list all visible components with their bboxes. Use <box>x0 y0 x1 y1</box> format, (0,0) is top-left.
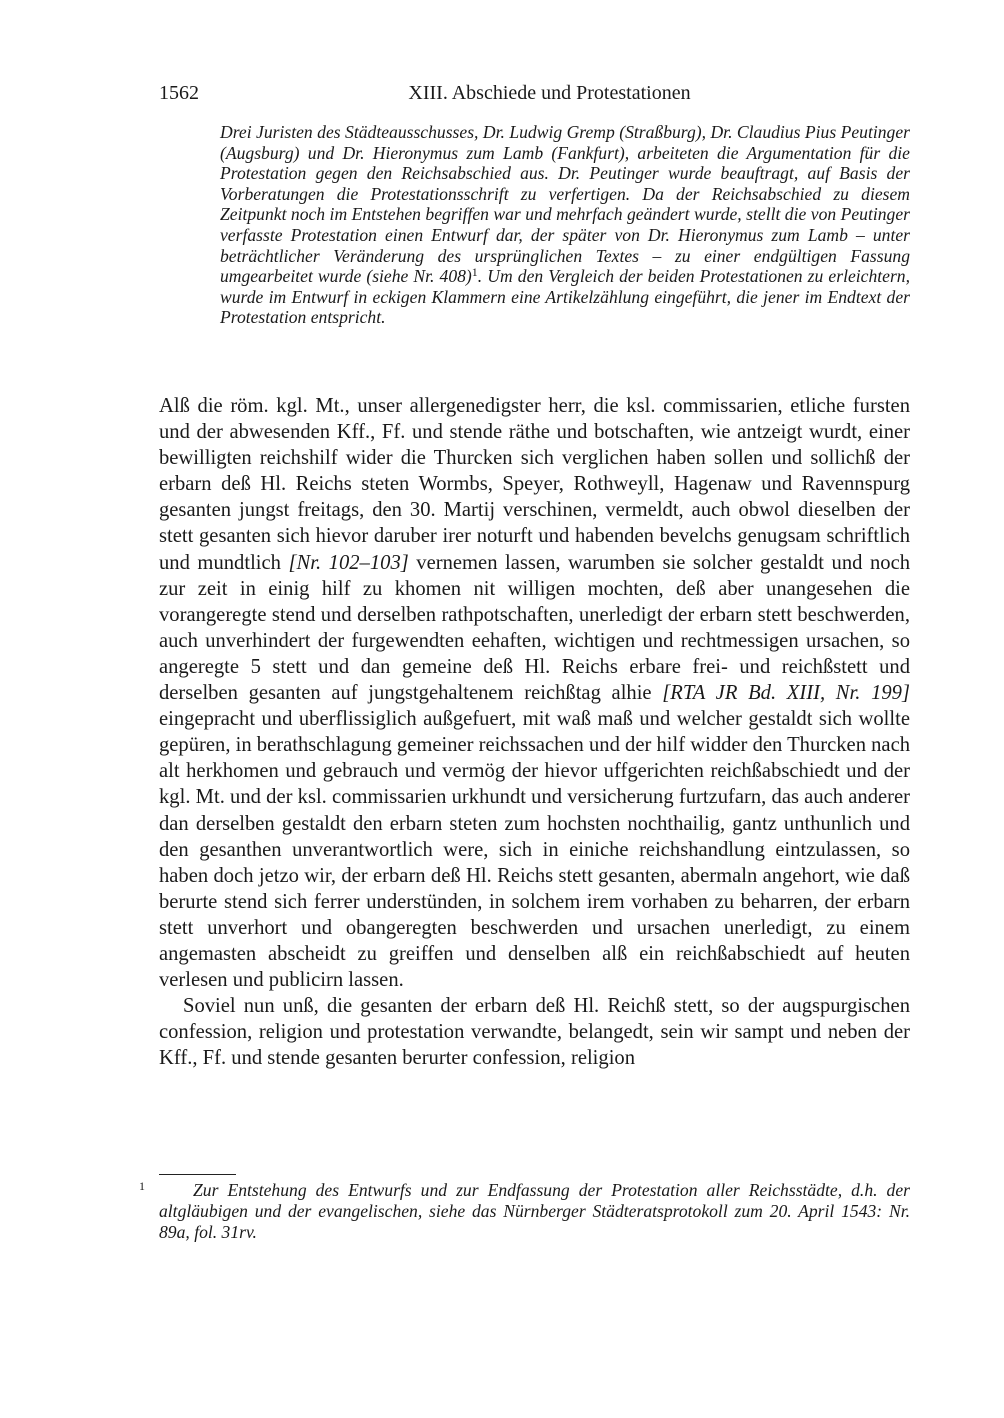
footnote-reference[interactable]: 1 <box>471 265 478 280</box>
cross-reference: [RTA JR Bd. XIII, Nr. 199] <box>662 682 910 705</box>
body-paragraph: Soviel nun unß, die gesanten der erbarn deß Hl. Reichß stett, so der augspurgischen confession, religion und protestation verwandte, belangedt, sein wir sampt und neben der Kff., Ff. und stende gesanten berurter confession, religion <box>159 995 910 1070</box>
cross-reference: [Nr. 102–103] <box>288 551 409 574</box>
page-number: 1562 <box>159 82 199 104</box>
body-text-segment: eingepracht und uberflissiglich außgefuert, mit waß maß und welcher gestaldt sich wollte gepüren, in berathschlagung gemeiner reichssachen und der hilf widder den Thurcken nach alt herkhomen und gebrauch und vermög der hievor uffgerichten reichßabschiedt und der kgl. Mt. und der ksl. commissarien urkhundt und versicherung furtzufarn, das auch anderer dan derselben gestaldt den erbarn steten zum hochsten nochthailig, gantz unthunlich und den gesanthen unverantwortlich were, sich in einiche reichshandlung eintzulassen, so haben doch jetzo wir, der erbarn deß Hl. Reichs stett gesanten, abermaln angehort, wie daß berurte stend sich ferrer understünden, in solchem irem vorhaben zu beharren, der erbarn stett unverhort und obangeregten beschwerden und ursachen unerledigt, zu einem angemasten abscheidt zu greiffen und denselben alß ein reichßabschiedt auf heuten verlesen und publicirn lassen. <box>159 708 911 992</box>
footnote-divider <box>159 1174 236 1175</box>
footnote-number: 1 <box>139 1179 145 1193</box>
footnote <box>139 1179 910 1243</box>
body-text-segment: vernemen lassen, warumben sie solcher gestaldt und noch zur zeit in einig hilf zu khomen nit willigen mochten, deß aber unangesehen die vorangeregte stend und derselben rathpotschaften, unerledigt der erbarn stett beschwerden, auch unverhindert der furgewendten eehaften, wichtigen und rechtmessigen ursachen, so angeregte 5 stett und dan gemeine deß Hl. Reichs erbare frei- und reichßstett und derselben gesanten auf jungstgehaltenem reichßtag alhie <box>159 551 911 705</box>
running-head <box>159 80 910 106</box>
intro-text-continued: . Um den Vergleich der beiden Protestationen zu erleichtern, wurde im Entwurf in eckigen Klammern eine Artikelzählung eingeführt, die jener im Endtext der Protestation entspricht. <box>220 266 910 328</box>
body-text-segment: Alß die röm. kgl. Mt., unser allergenedigster herr, die ksl. commissarien, etliche fursten und der abwesenden Kff., Ff. und stende räthe und botschaften, wie antzeigt wurdt, einer bewilligten reichshilf wider die Thurcken sich verglichen haben sollen und sollichß der erbarn deß Hl. Reichs steten Wormbs, Speyer, Rothweyll, Hagenaw und Ravennspurg gesanten jungst freitags, den 30. Martij verschinen, vermeldt, auch obwol dieselben der stett gesanten sich hievor daruber irer noturft und habenden bevelchs genugsam schriftlich und mundtlich <box>159 395 910 574</box>
footnote-text: Zur Entstehung des Entwurfs und zur Endfassung der Protestation aller Reichsstädte, d.h. der altgläubigen und der evangelischen, siehe das Nürnberger Städteratsprotokoll zum 20. April 1543: Nr. 89a, fol. 31rv. <box>159 1180 910 1242</box>
section-title: XIII. Abschiede und Protestationen <box>408 82 691 104</box>
document-body <box>159 393 910 1071</box>
editorial-introduction <box>220 122 910 328</box>
intro-text: Drei Juristen des Städteausschusses, Dr. Ludwig Gremp (Straßburg), Dr. Claudius Pius Peutinger (Augsburg) und Dr. Hieronymus zum Lamb (Fankfurt), arbeiteten die Argumentation für die Protestation gegen den Reichsabschied aus. Dr. Peutinger wurde beauftragt, auf Basis der Vorberatungen die Protestationsschrift zu verfertigen. Da der Reichsabschied zu diesem Zeitpunkt noch im Entstehen begriffen war und mehrfach geändert wurde, stellt die von Peutinger verfasste Protestation einen Entwurf dar, der später von Dr. Hieronymus zum Lamb – unter beträchtlicher Veränderung des ursprünglichen Textes – zu einer endgültigen Fassung umgearbeitet wurde (siehe Nr. 408) <box>220 122 910 287</box>
footnotes <box>139 1179 910 1243</box>
body-paragraph <box>159 393 910 993</box>
